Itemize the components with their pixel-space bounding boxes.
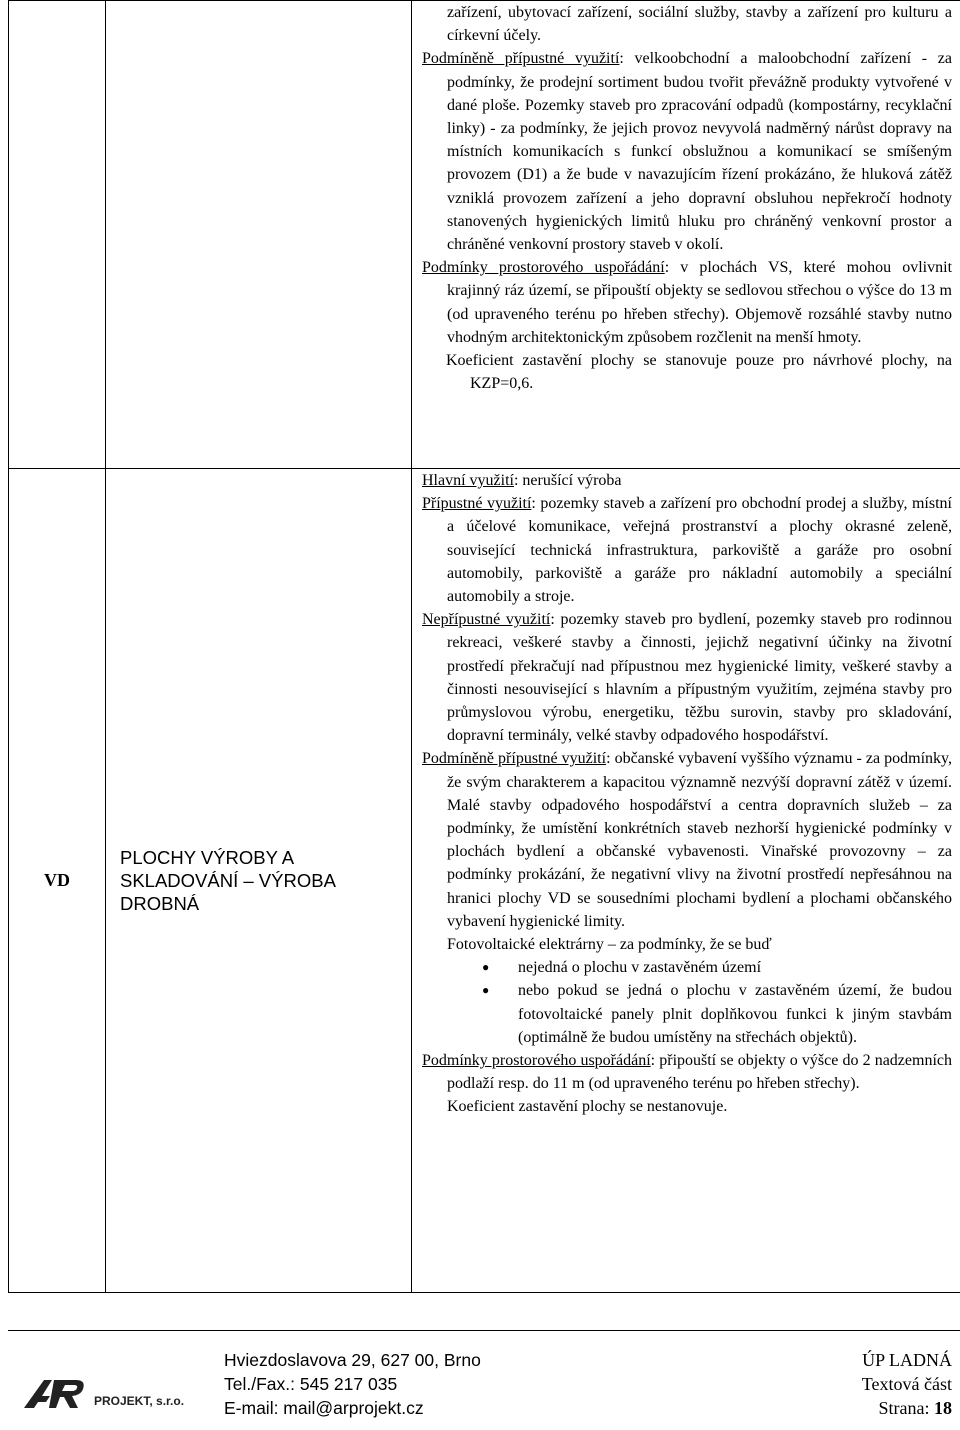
spatial-conditions-label: Podmínky prostorového uspořádání bbox=[422, 1052, 651, 1070]
page-number: 18 bbox=[934, 1398, 952, 1418]
conditional-use-paragraph bbox=[422, 747, 952, 933]
photovoltaic-conditions-list bbox=[422, 956, 952, 1049]
page-label: Strana: bbox=[878, 1398, 930, 1418]
main-use-text: : nerušící výroba bbox=[513, 472, 622, 489]
allowed-use-label: Přípustné využití bbox=[422, 495, 532, 513]
conditional-use-text: : občanské vybavení vyššího významu - za podmínky, že svým charakterem a kapacitou významně nezvýší dopravní zátěž v území. Malé stavby odpadového hospodářství a centra dopravních služeb – za podmínky, že umístění konkrétních staveb nezhorší hygienické podmínky v plochách bydlení a občanské vybavenosti. Vinařské provozovny – za podmínky prokázání, že negativní vlivy na životní prostředí nepřesáhnou na hranici plochy VD se sousedními plochami bydlení a plochami občanského vybavení hygienické limity. bbox=[447, 750, 952, 930]
spatial-conditions-paragraph bbox=[422, 256, 952, 349]
zone-name-line: SKLADOVÁNÍ – VÝROBA bbox=[120, 870, 336, 891]
rules-cell-vd bbox=[412, 469, 960, 1293]
main-use-label: Hlavní využití bbox=[422, 472, 514, 489]
table-row bbox=[9, 469, 960, 1293]
forbidden-use-label: Nepřípustné využití bbox=[422, 611, 551, 629]
footer-divider bbox=[8, 1330, 960, 1331]
main-use-paragraph bbox=[422, 469, 952, 492]
rules-cell-continuation bbox=[412, 1, 960, 469]
document-info bbox=[862, 1348, 952, 1420]
zone-name-line: DROBNÁ bbox=[120, 893, 200, 914]
name-cell-empty bbox=[106, 1, 412, 469]
list-item: ● nebo pokud se jedná o plochu v zastavěném území, že budou fotovoltaické panely plnit doplňkovou funkci k jiným stavbám (optimálně že budou umístěny na střechách objektů). bbox=[422, 979, 952, 1049]
list-item: ● nejedná o plochu v zastavěném území bbox=[422, 956, 952, 979]
zone-code: VD bbox=[9, 469, 106, 1293]
document-part: Textová část bbox=[861, 1374, 952, 1394]
company-contact bbox=[224, 1348, 481, 1420]
phone: Tel./Fax.: 545 217 035 bbox=[224, 1374, 398, 1394]
document-title: ÚP LADNÁ bbox=[862, 1350, 952, 1370]
conditional-use-label: Podmíněně přípustné využití bbox=[422, 50, 620, 68]
conditional-use-text: : velkoobchodní a maloobchodní zařízení - za podmínky, že prodejní sortiment budou tvořit převážně produkty vytvořené v dané ploše. Pozemky staveb pro zpracování odpadů (kompostárny, recyklační linky) - za podmínky, že jejich provoz nevyvolá nadměrný nárůst dopravy na místních komunikacích s funkcí obslužnou a komunikací se smíšeným provozem (D1) a že bude v navazujícím řízení prokázáno, že hluková zátěž vzniklá provozem zařízení a jeho dopravní obsluhou nepřekročí hodnoty stanovených hygienických limitů hluku pro chráněný venkovní prostor a chráněné venkovní prostory staveb v okolí. bbox=[447, 50, 952, 254]
allowed-use-paragraph bbox=[422, 492, 952, 608]
forbidden-use-paragraph bbox=[422, 608, 952, 747]
address: Hviezdoslavova 29, 627 00, Brno bbox=[224, 1350, 481, 1370]
conditional-use-label: Podmíněně přípustné využití bbox=[422, 750, 607, 768]
logo-text: PROJEKT, s.r.o. bbox=[94, 1394, 185, 1408]
photovoltaic-text: Fotovoltaické elektrárny – za podmínky, že se buď bbox=[447, 936, 772, 954]
table-row bbox=[9, 1, 960, 469]
code-cell-empty bbox=[9, 1, 106, 469]
coefficient-text: Koeficient zastavění plochy se nestanovuje. bbox=[447, 1098, 728, 1116]
conditional-use-paragraph bbox=[422, 47, 952, 256]
forbidden-use-text: : pozemky staveb pro bydlení, pozemky staveb pro rodinnou rekreaci, veškeré stavby a činnosti, jejichž negativní účinky na životní prostředí překračují nad přípustnou mez hygienické limity, veškeré stavby a činnosti nesouvisející s hlavním a přípustným využitím, zejména stavby pro průmyslovou výrobu, energetiku, těžbu surovin, stavby pro skladování, dopravní terminály, velké stavby odpadového hospodářství. bbox=[447, 611, 952, 745]
continuation-text: zařízení, ubytovací zařízení, sociální služby, stavby a zařízení pro kulturu a církevní účely. bbox=[447, 4, 952, 45]
page-indicator bbox=[862, 1396, 952, 1420]
spatial-conditions-text: : připouští se objekty o výšce do 2 nadzemních podlaží resp. do 11 m (od upraveného terénu po hřeben střechy). bbox=[447, 1052, 953, 1093]
company-logo bbox=[20, 1372, 200, 1412]
spatial-conditions-paragraph bbox=[422, 1049, 952, 1095]
allowed-use-text: : pozemky staveb a zařízení pro obchodní prodej a služby, místní a účelové komunikace, veřejná prostranství a plochy okrasné zeleně, související technická infrastruktura, parkoviště a garáže pro osobní automobily, parkoviště a garáže pro nákladní automobily a speciální automobily a stroje. bbox=[447, 495, 952, 606]
coefficient-text: Koeficient zastavění plochy se stanovuje pouze pro návrhové plochy, na KZP=0,6. bbox=[446, 352, 952, 393]
email: E-mail: mail@arprojekt.cz bbox=[224, 1398, 424, 1418]
zoning-table bbox=[8, 0, 960, 1293]
zone-name bbox=[106, 469, 412, 1293]
spatial-conditions-label: Podmínky prostorového uspořádání bbox=[422, 259, 665, 277]
spatial-conditions-text: : v plochách VS, které mohou ovlivnit krajinný ráz území, se připouští objekty se sedlovou střechou o výšce do 13 m (od upraveného terénu po hřeben střechy). Objemově rozsáhlé stavby nutno vhodným architektonickým způsobem rozčlenit na menší hmoty. bbox=[447, 259, 953, 346]
zone-name-line: PLOCHY VÝROBY A bbox=[120, 847, 295, 868]
